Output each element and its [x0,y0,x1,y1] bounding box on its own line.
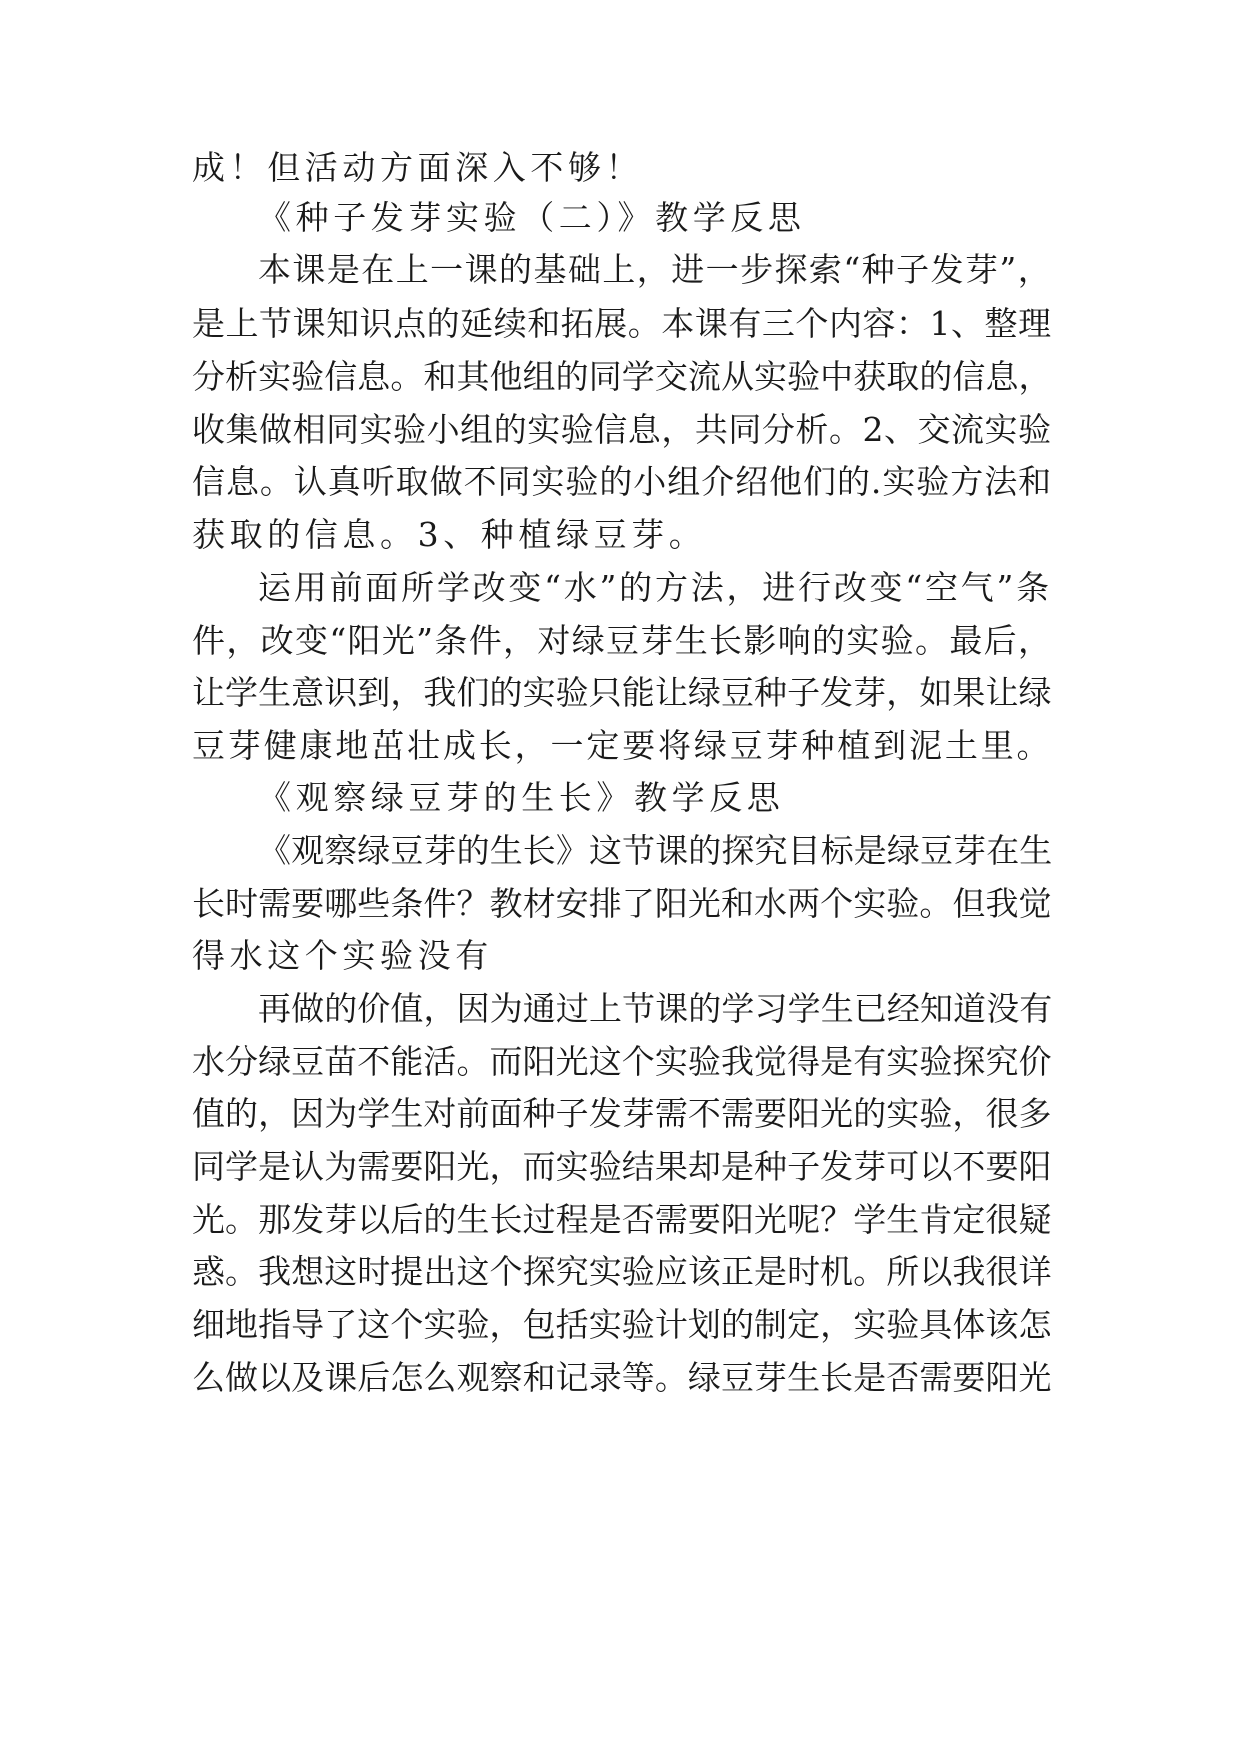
paragraph-line: 豆芽健康地茁壮成长，一定要将绿豆芽种植到泥土里。 [192,726,1053,765]
paragraph-line: 让学生意识到，我们的实验只能让绿豆种子发芽，如果让绿 [192,673,1052,712]
section-heading-mung-bean: 《观察绿豆芽的生长》教学反思 [258,778,785,817]
paragraph-line: 再做的价值，因为通过上节课的学习学生已经知道没有 [258,989,1053,1028]
paragraph-line: 运用前面所学改变“水”的方法，进行改变“空气”条 [258,568,1052,607]
paragraph-line: 水分绿豆苗不能活。而阳光这个实验我觉得是有实验探究价 [192,1042,1052,1081]
paragraph-line: 长时需要哪些条件？教材安排了阳光和水两个实验。但我觉 [192,884,1052,923]
paragraph-line: 收集做相同实验小组的实验信息，共同分析。2、交流实验 [192,410,1052,449]
paragraph-line: 《观察绿豆芽的生长》这节课的探究目标是绿豆芽在生 [258,831,1053,870]
paragraph-line: 本课是在上一课的基础上，进一步探索“种子发芽”， [258,250,1053,289]
paragraph-continuation: 成！但活动方面深入不够！ [192,148,644,187]
paragraph-line: 分析实验信息。和其他组的同学交流从实验中获取的信息， [192,357,1052,396]
paragraph-line: 得水这个实验没有 [192,936,493,975]
paragraph-line: 是上节课知识点的延续和拓展。本课有三个内容：1、整理 [192,304,1052,343]
section-heading-seed-experiment: 《种子发芽实验（二）》教学反思 [258,198,806,237]
paragraph-line: 信息。认真听取做不同实验的小组介绍他们的.实验方法和 [192,462,1053,501]
paragraph-line: 件，改变“阳光”条件，对绿豆芽生长影响的实验。最后， [192,621,1053,660]
paragraph-line: 细地指导了这个实验，包括实验计划的制定，实验具体该怎 [192,1305,1052,1344]
paragraph-line: 同学是认为需要阳光，而实验结果却是种子发芽可以不要阳 [192,1147,1052,1186]
paragraph-line: 光。那发芽以后的生长过程是否需要阳光呢？学生肯定很疑 [192,1200,1052,1239]
paragraph-line: 获取的信息。3、种植绿豆芽。 [192,515,707,554]
paragraph-line: 么做以及课后怎么观察和记录等。绿豆芽生长是否需要阳光 [192,1358,1052,1397]
paragraph-line: 惑。我想这时提出这个探究实验应该正是时机。所以我很详 [192,1252,1052,1291]
paragraph-line: 值的，因为学生对前面种子发芽需不需要阳光的实验，很多 [192,1094,1052,1133]
